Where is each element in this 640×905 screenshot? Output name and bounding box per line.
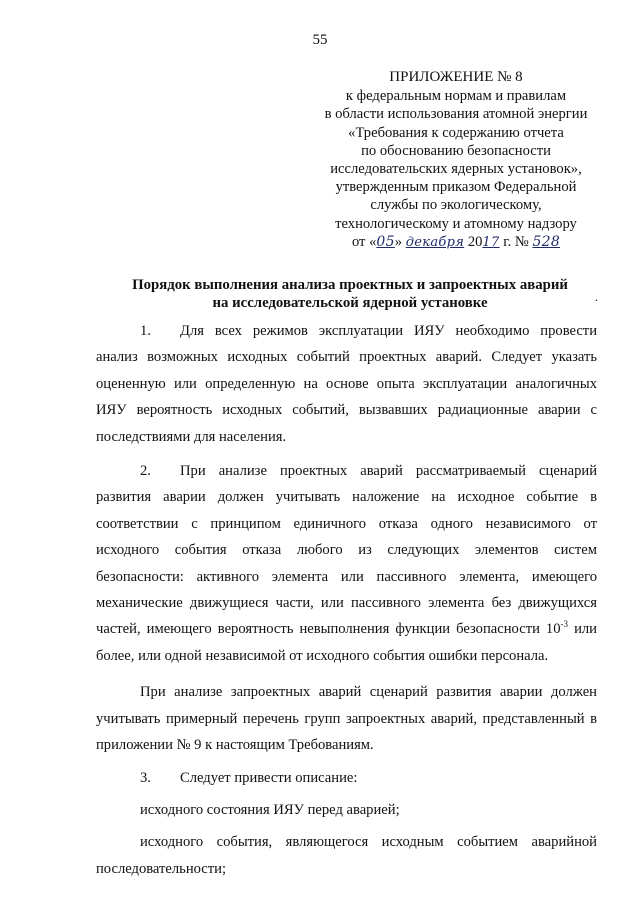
- paragraph-text: исходного события, являющегося исходным событием аварийной последовательности;: [96, 834, 597, 877]
- paragraph-6: [96, 829, 597, 882]
- handwritten-month: декабря: [405, 234, 465, 250]
- paragraph-2: [96, 458, 597, 669]
- item-number: 3.: [140, 769, 151, 786]
- paragraph-text: исходного состояния ИЯУ перед аварией;: [140, 801, 400, 818]
- appendix-line: технологическому и атомному надзору: [335, 215, 577, 232]
- handwritten-day: 05: [376, 233, 395, 250]
- title-line-1: Порядок выполнения анализа проектных и запроектных аварий: [132, 277, 568, 293]
- appendix-line: «Требования к содержанию отчета: [348, 124, 564, 141]
- appendix-line: в области использования атомной энергии: [324, 106, 588, 123]
- handwritten-order-number: 528: [532, 233, 561, 250]
- paragraph-text: Для всех режимов эксплуатации ИЯУ необходимо провести анализ возможных исходных событий проектных аварий. Следует указать оцененную или определенную на основе опыта эксплуатации аналогичных ИЯУ вероятность исходных событий, вызвавших радиационные аварии с последствиями для населения.: [96, 323, 597, 445]
- appendix-line: службы по экологическому,: [370, 197, 542, 214]
- paragraph-text: Следует привести описание:: [180, 769, 358, 786]
- paragraph-text: При анализе проектных аварий рассматриваемый сценарий развития аварии должен учитывать наложение на исходное событие в соответствии с принципом единичного отказа одного независимого от исходного события отказа любого из следующих элементов систем безопасности: активного элемента или пассивного элемента, имеющего механические движущиеся части, или пассивного элемента без движущихся частей, имеющего вероятность невыполнения функции безопасности 10: [96, 463, 597, 638]
- paragraph-4: [96, 765, 597, 791]
- paragraph-1: [96, 318, 597, 450]
- appendix-block: [300, 68, 612, 252]
- appendix-line: утвержденным приказом Федеральной: [335, 179, 577, 196]
- document-body: [96, 318, 597, 882]
- paragraph-3: [96, 679, 597, 758]
- paragraph-text: При анализе запроектных аварий сценарий развития аварии должен учитывать примерный перечень групп запроектных аварий, представленный в приложении № 9 к настоящим Требованиям.: [96, 684, 597, 754]
- year-rest: г. №: [499, 233, 533, 250]
- appendix-line: исследовательских ядерных установок»,: [330, 161, 582, 178]
- paragraph-text-continued: или более, или одной независимой от исходного события ошибки персонала.: [96, 621, 597, 664]
- stray-mark: .: [595, 290, 598, 304]
- handwritten-year: 17: [482, 234, 500, 250]
- paragraph-5: [96, 797, 597, 823]
- date-quote-close: »: [394, 233, 406, 250]
- appendix-line: по обоснованию безопасности: [361, 142, 551, 159]
- document-title: [110, 276, 590, 312]
- appendix-heading: ПРИЛОЖЕНИЕ № 8: [389, 69, 523, 85]
- year-prefix: 20: [464, 233, 483, 250]
- appendix-line: к федеральным нормам и правилам: [345, 88, 567, 105]
- item-number: 2.: [140, 463, 151, 480]
- page-number: 55: [312, 32, 328, 48]
- title-line-2: на исследовательской ядерной установке: [212, 295, 488, 311]
- item-number: 1.: [140, 323, 151, 339]
- order-date-line: [300, 233, 612, 252]
- exponent: -3: [560, 619, 569, 630]
- date-prefix: от «: [351, 233, 377, 250]
